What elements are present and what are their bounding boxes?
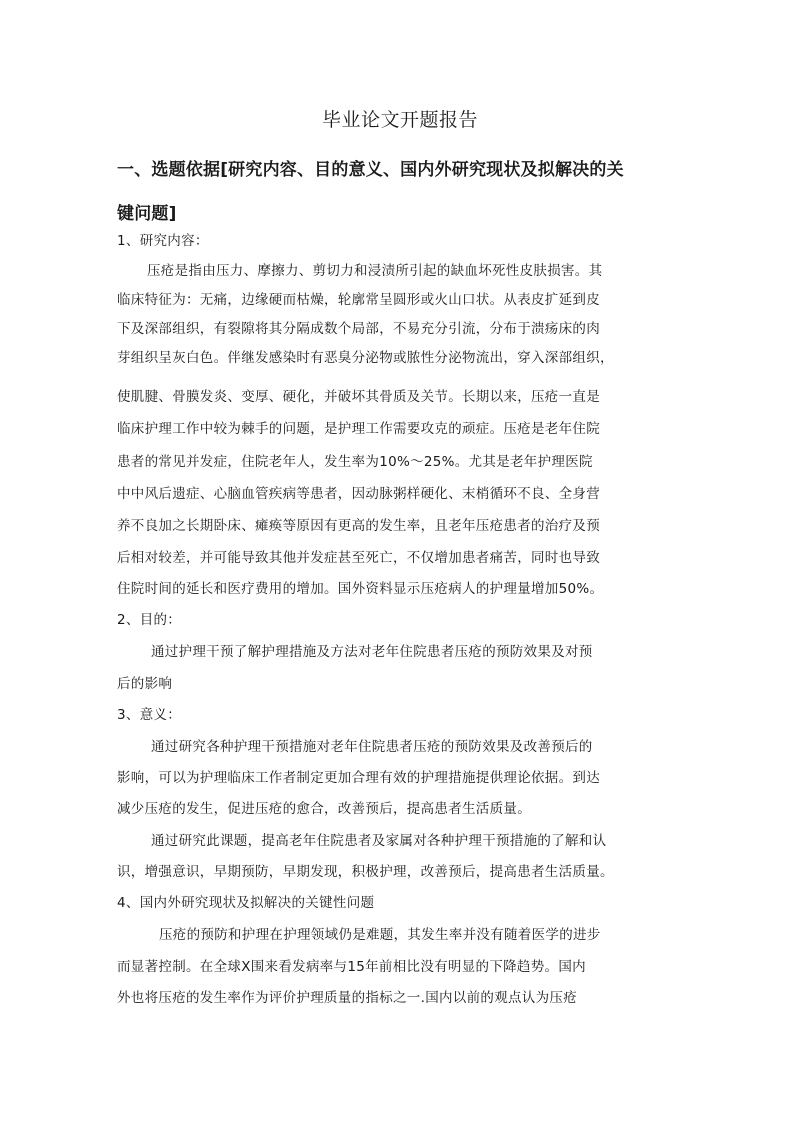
section1-heading: 一、选题依据[研究内容、目的意义、国内外研究现状及拟解决的关键问题] bbox=[117, 160, 624, 224]
paragraph-line: 中中风后遗症、心脑血管疾病等患者，因动脉粥样硬化、末梢循环不良、全身营 bbox=[117, 486, 600, 502]
paragraph-line: 压疮的预防和护理在护理领域仍是难题，其发生率并没有随着医学的进步 bbox=[159, 927, 601, 943]
paragraph-line: 压疮是指由压力、摩擦力、剪切力和浸渍所引起的缺血坏死性皮肤损害。其 bbox=[147, 263, 603, 279]
paragraph-line: 养不良加之长期卧床、瘫痪等原因有更高的发生率，且老年压疮患者的治疗及预 bbox=[117, 518, 600, 534]
paragraph-line: 患者的常见并发症，住院老年人，发生率为10%～25%。尤其是老年护理医院 bbox=[117, 454, 593, 470]
paragraph-line: 住院时间的延长和医疗费用的增加。国外资料显示压疮病人的护理量增加50%。 bbox=[117, 581, 604, 597]
paragraph-line: 通过研究各种护理干预措施对老年住院患者压疮的预防效果及改善预后的 bbox=[151, 739, 593, 755]
paragraph-line: 影响，可以为护理临床工作者制定更加合理有效的护理措施提供理论依据。到达 bbox=[117, 770, 600, 786]
document-title: 毕业论文开题报告 bbox=[321, 109, 478, 131]
paragraph-line: 后相对较差，并可能导致其他并发症甚至死亡，不仅增加患者痛苦，同时也导致 bbox=[117, 550, 600, 566]
subheading-significance: 3、意义： bbox=[117, 707, 182, 723]
paragraph-line: 后的影响 bbox=[117, 676, 173, 692]
paragraph-line: 使肌腱、骨膜发炎、变厚、硬化，并破坏其骨质及关节。长期以来，压疮一直是 bbox=[117, 389, 600, 405]
paragraph-line: 识，增强意识，早期预防，早期发现，积极护理，改善预后，提高患者生活质量。 bbox=[117, 864, 614, 880]
paragraph-line: 临床护理工作中较为棘手的问题，是护理工作需要攻克的顽症。压疮是老年住院 bbox=[117, 421, 600, 437]
subheading-purpose: 2、目的： bbox=[117, 612, 182, 628]
subheading-research-status: 4、国内外研究现状及拟解决的关键性问题 bbox=[117, 895, 375, 911]
subheading-research-content: 1、研究内容： bbox=[117, 233, 209, 249]
paragraph-line: 下及深部组织，有裂隙将其分隔成数个局部，不易充分引流，分布于溃疡床的肉 bbox=[117, 321, 600, 337]
paragraph-line: 通过研究此课题，提高老年住院患者及家属对各种护理干预措施的了解和认 bbox=[151, 833, 607, 849]
paragraph-line: 芽组织呈灰白色。伴继发感染时有恶臭分泌物或脓性分泌物流出，穿入深部组织， bbox=[117, 350, 614, 366]
paragraph-line: 而显著控制。在全球X围来看发病率与15年前相比没有明显的下降趋势。国内 bbox=[117, 959, 586, 975]
paragraph-line: 临床特征为：无痛，边缘硬而枯燥，轮廓常呈圆形或火山口状。从表皮扩延到皮 bbox=[117, 292, 600, 308]
paragraph-line: 通过护理干预了解护理措施及方法对老年住院患者压疮的预防效果及对预 bbox=[151, 644, 593, 660]
paragraph-line: 减少压疮的发生，促进压疮的愈合，改善预后，提高患者生活质量。 bbox=[117, 801, 531, 817]
paragraph-line: 外也将压疮的发生率作为评价护理质量的指标之一.国内以前的观点认为压疮 bbox=[117, 990, 577, 1006]
